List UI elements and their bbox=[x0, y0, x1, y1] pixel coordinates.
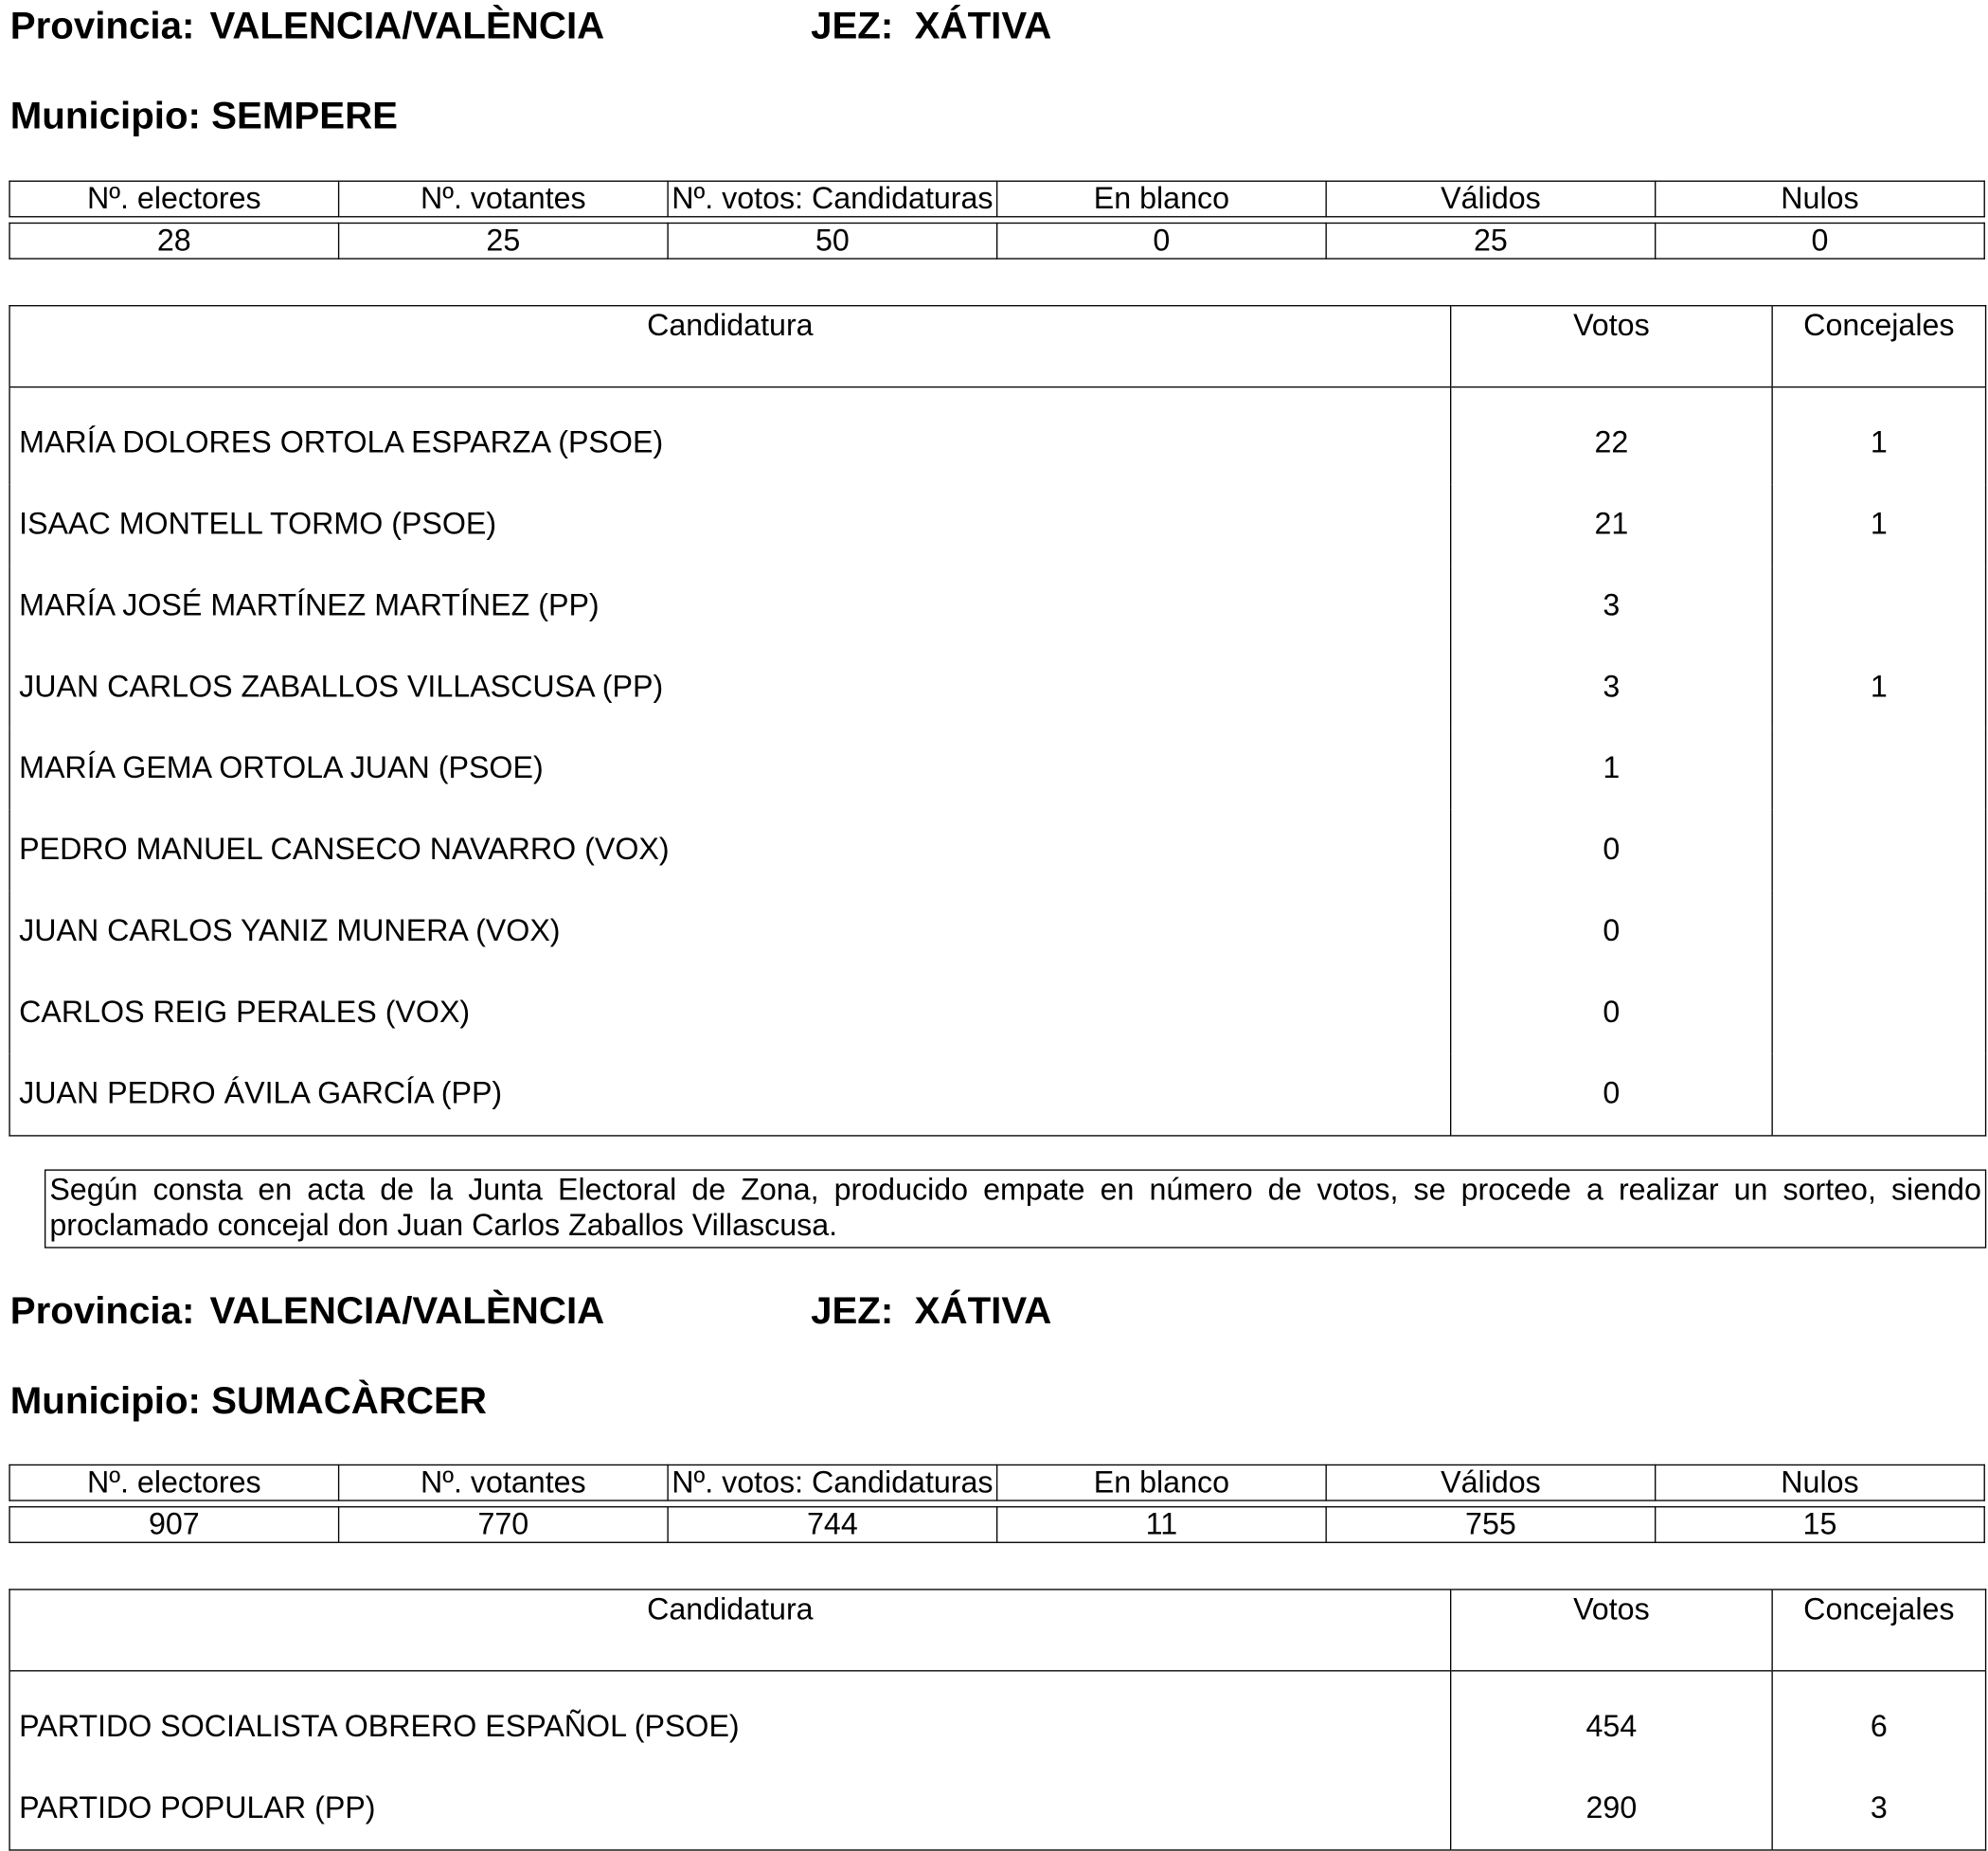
candidate-votos: 3 bbox=[1451, 566, 1772, 647]
concejales-header: Concejales bbox=[1772, 306, 1985, 387]
provincia-label: Provincia: bbox=[9, 5, 195, 47]
stats-value: 25 bbox=[339, 223, 669, 259]
tie-note: Según consta en acta de la Junta Electoral de Zona, producido empate en número de votos, se procede a realizar un sorteo, siendo proclamado concejal don Juan Carlos Zaballos Villascusa. bbox=[45, 1169, 1986, 1248]
stats-header: Nulos bbox=[1656, 1465, 1985, 1501]
candidate-name: MARÍA JOSÉ MARTÍNEZ MARTÍNEZ (PP) bbox=[19, 588, 600, 623]
jez-label: JEZ: bbox=[811, 5, 894, 47]
jez-label: JEZ: bbox=[811, 1289, 894, 1333]
stats-header: Nº. votos: Candidaturas bbox=[668, 181, 997, 217]
provincia-line bbox=[10, 1290, 604, 1334]
table-row bbox=[9, 1671, 1985, 1769]
candidate-concejales: 6 bbox=[1772, 1671, 1985, 1769]
candidate-concejales: 1 bbox=[1772, 387, 1985, 485]
table-row bbox=[9, 484, 1985, 566]
candidate-name: JUAN PEDRO ÁVILA GARCÍA (PP) bbox=[19, 1076, 503, 1111]
spacer-cell bbox=[9, 1501, 1984, 1507]
jez-line bbox=[811, 1290, 1051, 1334]
stats-header: En blanco bbox=[997, 1465, 1327, 1501]
table-row bbox=[9, 387, 1985, 485]
table-row bbox=[9, 728, 1985, 810]
municipio-line bbox=[10, 96, 398, 139]
stats-value: 15 bbox=[1656, 1507, 1985, 1543]
candidate-concejales: 3 bbox=[1772, 1768, 1985, 1850]
candidate-concejales bbox=[1772, 566, 1985, 647]
stats-header: Nº. votos: Candidaturas bbox=[668, 1465, 997, 1501]
candidatura-header: Candidatura bbox=[9, 1590, 1451, 1671]
votos-header: Votos bbox=[1451, 306, 1772, 387]
candidatura-header-row bbox=[9, 1590, 1985, 1671]
table-row bbox=[9, 566, 1985, 647]
stats-value: 25 bbox=[1326, 223, 1656, 259]
stats-value: 755 bbox=[1326, 1507, 1656, 1543]
municipio-line bbox=[10, 1380, 487, 1424]
candidate-name: PARTIDO SOCIALISTA OBRERO ESPAÑOL (PSOE) bbox=[19, 1709, 740, 1744]
candidate-name: PEDRO MANUEL CANSECO NAVARRO (VOX) bbox=[19, 832, 670, 868]
jez-value: XÁTIVA bbox=[914, 1289, 1052, 1333]
candidate-name: ISAAC MONTELL TORMO (PSOE) bbox=[19, 507, 497, 542]
stats-value: 28 bbox=[9, 223, 339, 259]
candidate-votos: 1 bbox=[1451, 728, 1772, 810]
stats-header-row bbox=[9, 181, 1984, 217]
municipio-value: SEMPERE bbox=[211, 95, 399, 137]
candidate-name: MARÍA DOLORES ORTOLA ESPARZA (PSOE) bbox=[19, 425, 664, 460]
table-row bbox=[9, 810, 1985, 891]
stats-header: Válidos bbox=[1326, 181, 1656, 217]
candidate-votos: 0 bbox=[1451, 972, 1772, 1053]
concejales-header: Concejales bbox=[1772, 1590, 1985, 1671]
table-row bbox=[9, 972, 1985, 1053]
candidate-concejales bbox=[1772, 728, 1985, 810]
stats-value: 50 bbox=[668, 223, 997, 259]
candidate-concejales: 1 bbox=[1772, 647, 1985, 728]
stats-value: 11 bbox=[997, 1507, 1327, 1543]
stats-header: Nulos bbox=[1656, 181, 1985, 217]
candidatura-header-row bbox=[9, 306, 1985, 387]
stats-header-row bbox=[9, 1465, 1984, 1501]
candidate-votos: 22 bbox=[1451, 387, 1772, 485]
stats-spacer bbox=[9, 1501, 1984, 1507]
candidate-votos: 454 bbox=[1451, 1671, 1772, 1769]
candidate-name: CARLOS REIG PERALES (VOX) bbox=[19, 995, 471, 1030]
stats-header: Nº. electores bbox=[9, 1465, 339, 1501]
municipio-value: SUMACÀRCER bbox=[211, 1380, 487, 1423]
candidate-votos: 0 bbox=[1451, 1053, 1772, 1136]
table-row bbox=[9, 891, 1985, 973]
candidatura-table bbox=[9, 1589, 1986, 1850]
stats-value: 0 bbox=[1656, 223, 1985, 259]
stats-header: Nº. votantes bbox=[339, 1465, 669, 1501]
candidate-name: JUAN CARLOS YANIZ MUNERA (VOX) bbox=[19, 913, 561, 948]
spacer-cell bbox=[9, 217, 1984, 224]
stats-header: En blanco bbox=[997, 181, 1327, 217]
candidate-votos: 3 bbox=[1451, 647, 1772, 728]
candidate-name: MARÍA GEMA ORTOLA JUAN (PSOE) bbox=[19, 751, 544, 786]
table-row bbox=[9, 1768, 1985, 1850]
stats-value-row bbox=[9, 223, 1984, 259]
municipio-label: Municipio: bbox=[9, 1380, 201, 1423]
stats-value: 907 bbox=[9, 1507, 339, 1543]
stats-header: Válidos bbox=[1326, 1465, 1656, 1501]
provincia-line bbox=[10, 5, 604, 48]
stats-spacer bbox=[9, 217, 1984, 224]
provincia-value: VALENCIA/VALÈNCIA bbox=[209, 5, 605, 47]
candidate-concejales: 1 bbox=[1772, 484, 1985, 566]
stats-table bbox=[9, 181, 1984, 260]
candidatura-header: Candidatura bbox=[9, 306, 1451, 387]
table-row bbox=[9, 647, 1985, 728]
candidate-name: PARTIDO POPULAR (PP) bbox=[19, 1790, 376, 1825]
candidate-votos: 0 bbox=[1451, 891, 1772, 973]
votos-header: Votos bbox=[1451, 1590, 1772, 1671]
jez-value: XÁTIVA bbox=[914, 5, 1052, 47]
candidate-concejales bbox=[1772, 891, 1985, 973]
candidate-concejales bbox=[1772, 1053, 1985, 1136]
candidate-votos: 290 bbox=[1451, 1768, 1772, 1850]
stats-header: Nº. votantes bbox=[339, 181, 669, 217]
table-row bbox=[9, 1053, 1985, 1136]
municipio-label: Municipio: bbox=[9, 95, 201, 137]
stats-table bbox=[9, 1465, 1984, 1543]
stats-value: 0 bbox=[997, 223, 1327, 259]
stats-value-row bbox=[9, 1507, 1984, 1543]
jez-line bbox=[811, 5, 1051, 48]
stats-value: 744 bbox=[668, 1507, 997, 1543]
candidate-concejales bbox=[1772, 810, 1985, 891]
candidatura-table bbox=[9, 305, 1986, 1137]
stats-header: Nº. electores bbox=[9, 181, 339, 217]
stats-value: 770 bbox=[339, 1507, 669, 1543]
candidate-votos: 21 bbox=[1451, 484, 1772, 566]
candidate-concejales bbox=[1772, 972, 1985, 1053]
candidate-votos: 0 bbox=[1451, 810, 1772, 891]
candidate-name: JUAN CARLOS ZABALLOS VILLASCUSA (PP) bbox=[19, 670, 664, 705]
provincia-label: Provincia: bbox=[9, 1289, 195, 1333]
provincia-value: VALENCIA/VALÈNCIA bbox=[209, 1289, 605, 1333]
